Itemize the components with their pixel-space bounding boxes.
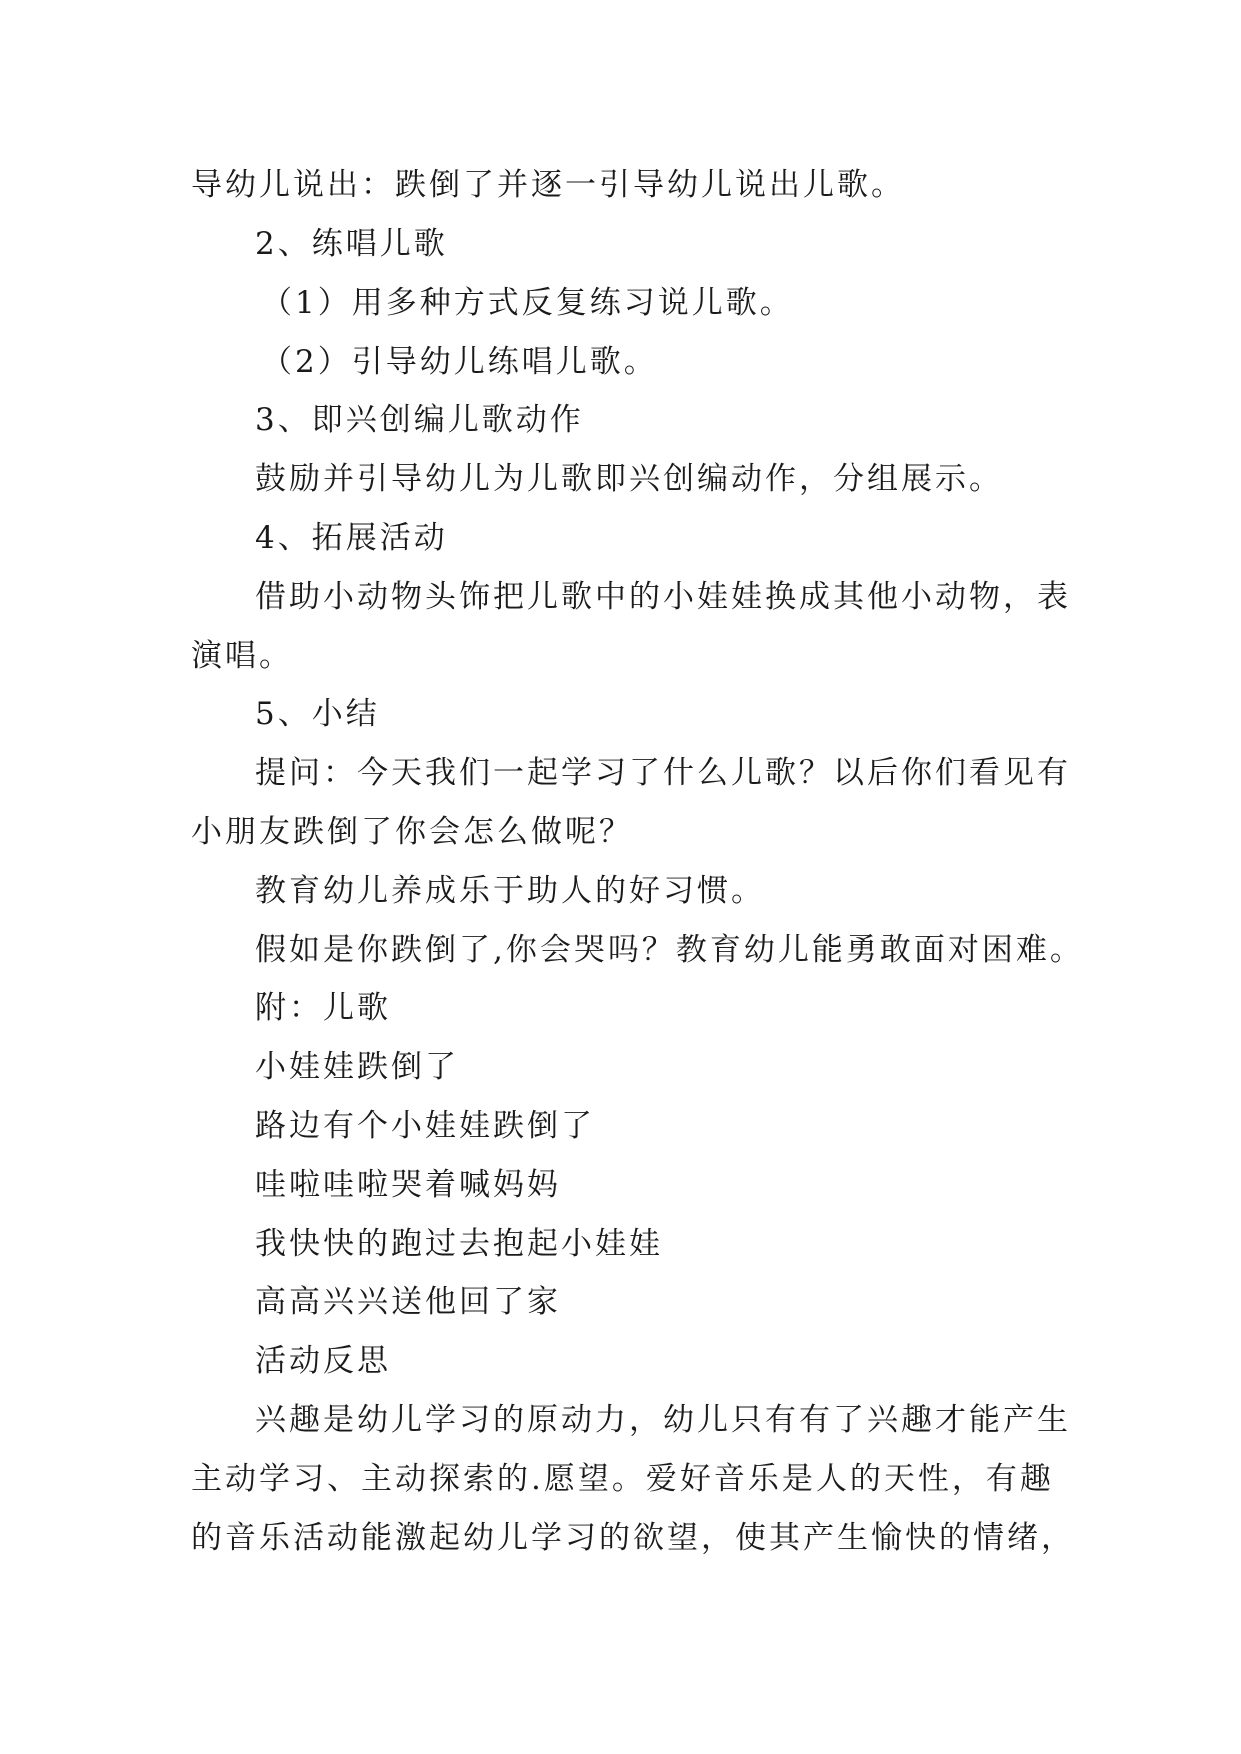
reflection-heading: 活动反思 [255, 1343, 391, 1379]
reflection-line-2: 主动学习、主动探索的.愿望。爱好音乐是人的天性，有趣 [191, 1461, 1054, 1497]
step-heading-summary: 5、小结 [255, 696, 380, 732]
step-heading-practice-singing: 2、练唱儿歌 [255, 226, 448, 262]
paragraph-education-courage: 假如是你跌倒了,你会哭吗？教育幼儿能勇敢面对困难。 [255, 932, 1084, 968]
song-title: 小娃娃跌倒了 [255, 1049, 459, 1085]
paragraph-improvise: 鼓励并引导幼儿为儿歌即兴创编动作，分组展示。 [255, 461, 1003, 497]
paragraph-education-helping: 教育幼儿养成乐于助人的好习惯。 [255, 873, 765, 909]
reflection-line-1: 兴趣是幼儿学习的原动力，幼儿只有有了兴趣才能产生 [255, 1402, 1071, 1438]
paragraph-question-line-2: 小朋友跌倒了你会怎么做呢？ [191, 814, 633, 850]
song-line-1: 路边有个小娃娃跌倒了 [255, 1108, 595, 1144]
step-heading-improvise: 3、即兴创编儿歌动作 [255, 402, 584, 438]
paragraph-extension-line-1: 借助小动物头饰把儿歌中的小娃娃换成其他小动物，表 [255, 579, 1071, 615]
sub-step-1: （1）用多种方式反复练习说儿歌。 [261, 285, 794, 321]
paragraph-extension-line-2: 演唱。 [191, 638, 293, 674]
song-line-4: 高高兴兴送他回了家 [255, 1284, 561, 1320]
sub-step-2: （2）引导幼儿练唱儿歌。 [261, 344, 658, 380]
paragraph-continuation: 导幼儿说出：跌倒了并逐一引导幼儿说出儿歌。 [191, 167, 905, 203]
song-line-2: 哇啦哇啦哭着喊妈妈 [255, 1167, 561, 1203]
paragraph-question-line-1: 提问：今天我们一起学习了什么儿歌？以后你们看见有 [255, 755, 1071, 791]
appendix-heading: 附：儿歌 [255, 990, 391, 1026]
step-heading-extension: 4、拓展活动 [255, 520, 448, 556]
reflection-line-3: 的音乐活动能激起幼儿学习的欲望，使其产生愉快的情绪， [191, 1520, 1075, 1556]
song-line-3: 我快快的跑过去抱起小娃娃 [255, 1226, 663, 1262]
